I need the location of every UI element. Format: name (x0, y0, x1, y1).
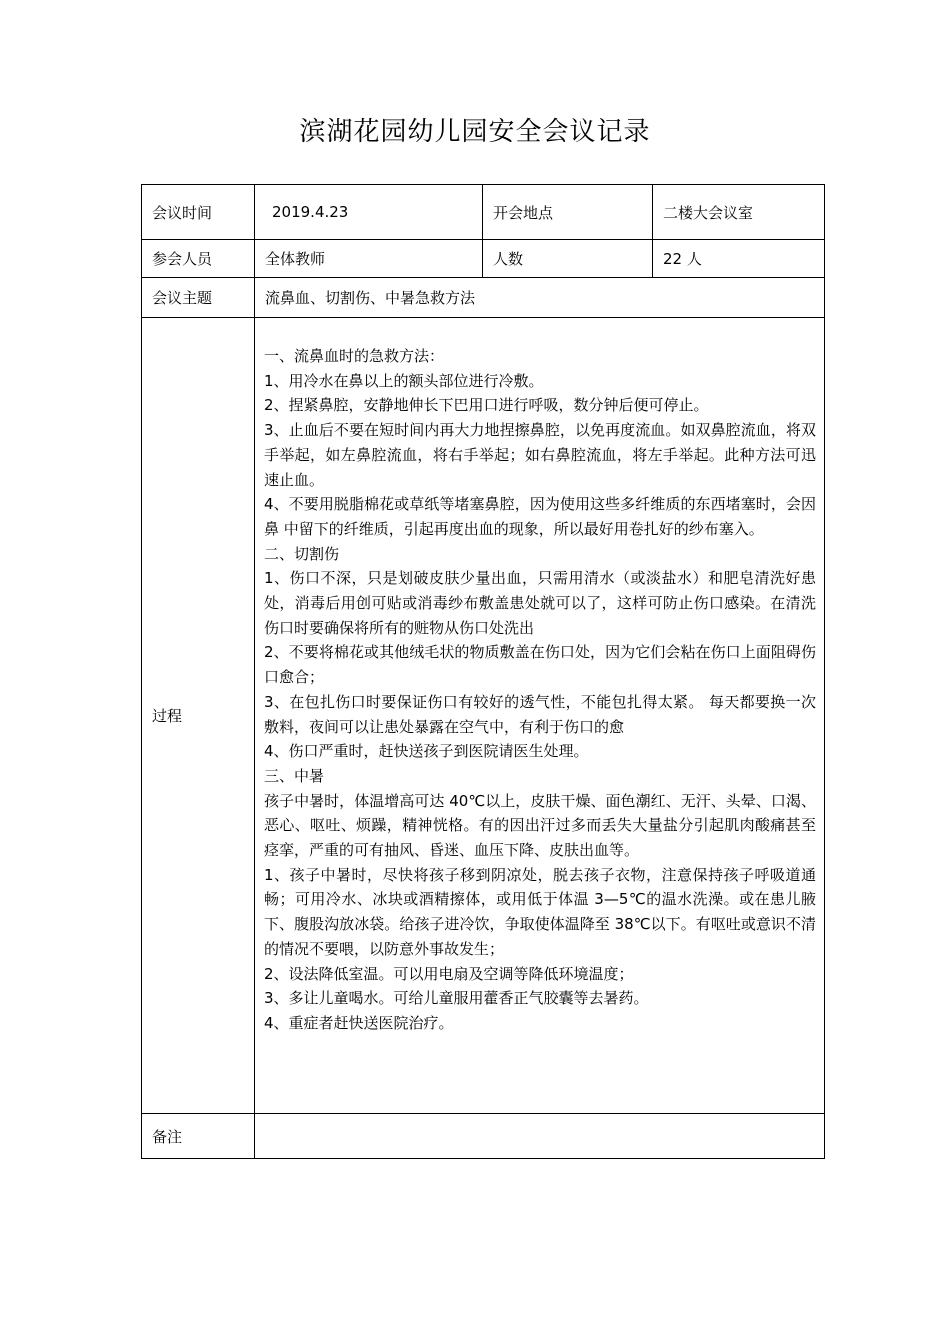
process-line: 4、不要用脱脂棉花或草纸等堵塞鼻腔，因为使用这些多纤维质的东西堵塞时，会因鼻 中留下的纤维质，引起再度出血的现象，所以最好用卷扎好的纱布塞入。 (264, 495, 816, 538)
process-line: 孩子中暑时，体温增高可达 40℃以上，皮肤干燥、面色潮红、无汗、头晕、口渴、恶心、呕吐、烦躁，精神恍格。有的因出汗过多而丢失大量盐分引起肌肉酸痛甚至痉挛，严重的可有抽风、昏迷、血压下降、皮肤出血等。 (264, 791, 816, 860)
location-label: 开会地点 (483, 185, 653, 240)
count-label: 人数 (483, 240, 653, 278)
topic-value: 流鼻血、切割伤、中暑急救方法 (255, 278, 825, 318)
table-row-time-location (142, 185, 825, 240)
meeting-record-table (141, 184, 825, 1159)
process-content (255, 318, 825, 1114)
process-line: 一、流鼻血时的急救方法： (264, 347, 445, 365)
process-label: 过程 (142, 318, 255, 1114)
remarks-value (255, 1114, 825, 1159)
process-line: 3、多让儿童喝水。可给儿童服用藿香正气胶囊等去暑药。 (264, 989, 649, 1008)
remarks-label: 备注 (142, 1114, 255, 1159)
process-line: 3、止血后不要在短时间内再大力地捏擦鼻腔，以免再度流血。如双鼻腔流血，将双手举起，如左鼻腔流血，将右手举起；如右鼻腔流血，将左手举起。此种方法可迅速止血。 (264, 421, 816, 489)
process-line: 三、中暑 (264, 766, 325, 785)
attendees-label: 参会人员 (142, 240, 255, 278)
process-line: 3、在包扎伤口时要保证伤口有较好的透气性，不能包扎得太紧。 每天都要换一次敷料，夜间可以让患处暴露在空气中，有利于伤口的愈 (264, 692, 816, 736)
meeting-time-label: 会议时间 (142, 185, 255, 240)
process-line: 4、重症者赶快送医院治疗。 (264, 1013, 454, 1032)
process-line: 二、切割伤 (264, 544, 340, 563)
topic-label: 会议主题 (142, 278, 255, 318)
table-row-topic (142, 278, 825, 318)
table-row-process (142, 318, 825, 1114)
process-line: 1、伤口不深，只是划破皮肤少量出血，只需用清水（或淡盐水）和肥皂清洗好患处，消毒后用创可贴或消毒纱布敷盖患处就可以了，这样可防止伤口感染。在清洗伤口时要确保将所有的赃物从伤口处洗出 (264, 569, 816, 637)
process-line: 2、不要将棉花或其他绒毛状的物质敷盖在伤口处，因为它们会粘在伤口上面阻碍伤口愈合； (264, 643, 816, 687)
table-row-remarks (142, 1114, 825, 1159)
table-row-attendees (142, 240, 825, 278)
attendees-value: 全体教师 (255, 240, 483, 278)
process-line: 1、用冷水在鼻以上的额头部位进行冷敷。 (264, 371, 544, 390)
process-line: 2、设法降低室温。可以用电扇及空调等降低环境温度； (264, 964, 634, 983)
count-value: 22 人 (653, 240, 825, 278)
document-title: 滨湖花园幼儿园安全会议记录 (299, 117, 651, 147)
process-line: 1、孩子中暑时，尽快将孩子移到阴凉处，脱去孩子衣物，注意保持孩子呼吸道通畅；可用冷水、冰块或酒精擦体，或用低于体温 3—5℃的温水洗澡。或在患儿腋下、腹股沟放冰袋。给孩子进冷饮，争取使体温降至 38℃以下。有呕吐或意识不清的情况不要喂，以防意外事故发生； (264, 865, 816, 958)
process-line: 2、捏紧鼻腔，安静地伸长下巴用口进行呼吸，数分钟后便可停止。 (264, 396, 709, 415)
process-line: 4、伤口严重时，赶快送孩子到医院请医生处理。 (264, 742, 589, 761)
meeting-time-value: 2019.4.23 (255, 185, 483, 240)
location-value: 二楼大会议室 (653, 185, 825, 240)
